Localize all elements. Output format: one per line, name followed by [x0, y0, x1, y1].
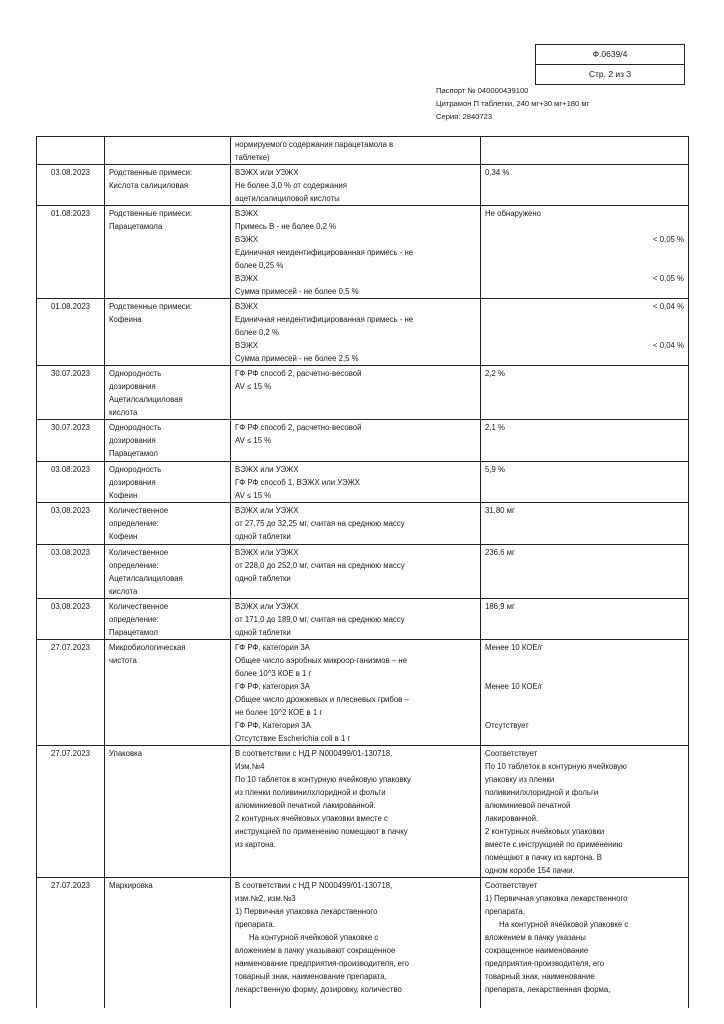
test-method-line: ВЭЖХ или УЭЖХ [235, 465, 299, 474]
test-results-table [36, 136, 689, 1008]
test-method-line: ВЭЖХ [235, 209, 259, 218]
test-date: 01.08.2023 [37, 206, 105, 299]
test-name-line: Количественное [109, 602, 169, 611]
test-name [105, 366, 231, 420]
test-method-line: ГФ РФ способ 1, ВЭЖХ или УЭЖХ [235, 478, 360, 487]
test-result-line [485, 706, 684, 719]
test-name-line: Однородность [109, 369, 162, 378]
test-name-line: Количественное [109, 506, 169, 515]
test-result-line [485, 326, 684, 339]
test-method-line: В соответствии с НД Р N000499/01-130718, [235, 749, 393, 758]
test-result [481, 206, 689, 299]
table-row [37, 165, 689, 206]
test-result-line: Не обнаружено [485, 209, 542, 218]
test-result-line: 2,2 % [485, 369, 505, 378]
test-method [231, 420, 481, 462]
test-result-line: 0,34 % [485, 168, 510, 177]
test-name-line: Микробиологическая [109, 643, 186, 652]
table-row [37, 137, 689, 165]
test-method [231, 503, 481, 545]
passport-header [436, 84, 589, 123]
test-method-line: AV ≤ 15 % [235, 436, 272, 445]
test-result-line: < 0,04 % [653, 302, 684, 311]
test-result [481, 878, 689, 1008]
test-result-line: лакированной. [485, 814, 539, 823]
test-result [481, 165, 689, 206]
test-date: 27.07.2023 [37, 640, 105, 746]
test-name [105, 545, 231, 599]
test-method-line: ВЭЖХ или УЭЖХ [235, 168, 299, 177]
test-method-line: от 171,0 до 189,0 мг, считая на среднюю массу [235, 615, 405, 624]
test-name [105, 420, 231, 462]
test-method-line: ВЭЖХ или УЭЖХ [235, 506, 299, 515]
test-name [105, 299, 231, 366]
test-result-line: 1) Первичная упаковка лекарственного [485, 894, 628, 903]
test-method-line: 1) Первичная упаковка лекарственного [235, 907, 378, 916]
test-method [231, 640, 481, 746]
test-result [481, 545, 689, 599]
table-row [37, 503, 689, 545]
test-name-line: чистота [109, 656, 137, 665]
test-method-line: одной таблетки [235, 628, 291, 637]
test-method-line: На контурной ячейковой упаковке с [249, 933, 379, 942]
test-method [231, 545, 481, 599]
test-method-line: алюминиевой печатной лакированной. [235, 801, 376, 810]
test-name-line: дозирования [109, 436, 156, 445]
test-method-line: ГФ РФ способ 2, расчетно-весовой [235, 369, 362, 378]
test-result-line [485, 246, 684, 259]
table-row [37, 640, 689, 746]
test-result-line: 5,9 % [485, 465, 505, 474]
test-result-line: поливинилхлоридной и фольги [485, 788, 599, 797]
table-row [37, 746, 689, 878]
test-result-line: < 0,05 % [653, 235, 684, 244]
test-result-line: На контурной ячейковой упаковке с [499, 920, 629, 929]
test-name [105, 503, 231, 545]
test-method-line: лекарственную форму, дозировку, количество [235, 985, 402, 994]
test-name [105, 206, 231, 299]
test-name-line: определение: [109, 615, 159, 624]
test-name-line: Однородность [109, 423, 162, 432]
test-method-line: 2 контурных ячейковых упаковки вместе с [235, 814, 388, 823]
test-method-line: Сумма примесей - не более 2,5 % [235, 354, 359, 363]
test-method-line: ВЭЖХ [235, 341, 259, 350]
test-result [481, 599, 689, 640]
test-result-line [485, 259, 684, 272]
test-method-line: Общее число аэробных микроор-ганизмов – не [235, 656, 408, 665]
test-name-line: Родственные примеси: [109, 302, 193, 311]
test-date: 03.08.2023 [37, 599, 105, 640]
test-method-line: нормируемого содержания парацетамола в [235, 140, 394, 149]
test-result-line: вместе с инструкцией по применению [485, 840, 623, 849]
test-result [481, 366, 689, 420]
test-result-line: По 10 таблеток в контурную ячейковую [485, 762, 627, 771]
test-method-line: ГФ РФ, категория 3А [235, 643, 310, 652]
test-method-line: Не более 3,0 % от содержания [235, 181, 347, 190]
test-result [481, 503, 689, 545]
test-name-line: Парацетамол [109, 449, 158, 458]
test-result-line: 2,1 % [485, 423, 505, 432]
test-result-line: сокращенное наименование [485, 946, 589, 955]
test-method-line: изм.№2, изм.№3 [235, 894, 296, 903]
test-result-line [485, 667, 684, 680]
test-name [105, 746, 231, 878]
test-method-line: из картона. [235, 840, 276, 849]
test-method-line: препарата. [235, 920, 275, 929]
test-method-line: Общее число дрожжевых и плесневых грибов – [235, 695, 409, 704]
test-name-line: Кислота салициловая [109, 181, 189, 190]
test-result-line [485, 693, 684, 706]
test-method [231, 299, 481, 366]
test-name [105, 137, 231, 165]
test-date: 30.07.2023 [37, 366, 105, 420]
test-name-line: Ацетилсалициловая [109, 395, 183, 404]
passport-number: Паспорт № 040000439100 [436, 86, 529, 95]
test-result-line: < 0,05 % [653, 274, 684, 283]
test-name-line: Количественное [109, 548, 169, 557]
series-number: Серия: 2840723 [436, 112, 493, 121]
test-result-line: препарата, лекарственная форма, [485, 985, 611, 994]
test-name-line: Кофеин [109, 491, 138, 500]
test-result-line: вложением в пачку указаны [485, 933, 586, 942]
test-result [481, 640, 689, 746]
test-result-line: Отсутствует [485, 721, 529, 730]
test-name-line: кислота [109, 408, 138, 417]
test-result-line: предприятия-производителя, его [485, 959, 605, 968]
test-name [105, 165, 231, 206]
test-method-line: ВЭЖХ [235, 235, 259, 244]
test-result-line: алюминиевой печатной [485, 801, 571, 810]
test-method-line: одной таблетки [235, 574, 291, 583]
test-result-line: Соответствует [485, 881, 538, 890]
test-result-line [485, 352, 684, 365]
test-date [37, 137, 105, 165]
test-result-line [485, 654, 684, 667]
test-name-line: Ацетилсалициловая [109, 574, 183, 583]
test-method-line: Отсутствие Escherichia coli в 1 г [235, 734, 351, 743]
test-result [481, 746, 689, 878]
test-date: 03.08.2023 [37, 545, 105, 599]
test-result-line: товарный знак, наименование [485, 972, 595, 981]
test-name-line: Кофеина [109, 315, 142, 324]
test-result [481, 137, 689, 165]
test-result-line: Менее 10 КОЕ/г [485, 682, 543, 691]
test-method-line: ВЭЖХ или УЭЖХ [235, 548, 299, 557]
test-method [231, 878, 481, 1008]
test-method-line: от 228,0 до 252,0 мг, считая на среднюю массу [235, 561, 405, 570]
test-method-line: вложением в пачку указывают сокращенное [235, 946, 396, 955]
test-method [231, 462, 481, 503]
form-code-box [535, 44, 685, 85]
test-name-line: Упаковка [109, 749, 143, 758]
test-method-line: AV ≤ 15 % [235, 491, 272, 500]
test-name-line: Маркировка [109, 881, 153, 890]
test-method-line: наименование предприятия-производителя, его [235, 959, 410, 968]
table-row [37, 299, 689, 366]
test-method-line: более 0,2 % [235, 328, 279, 337]
test-method-line: ГФ РФ способ 2, расчетно-весовой [235, 423, 362, 432]
test-result-line [485, 732, 684, 745]
test-name-line: Парацетамол [109, 628, 158, 637]
test-method-line: более 0,25 % [235, 261, 284, 270]
form-code: Ф.0639/4 [592, 49, 628, 59]
test-result-line: 2 контурных ячейковых упаковки [485, 827, 605, 836]
test-result [481, 420, 689, 462]
test-result-line [485, 313, 684, 326]
test-name-line: определение: [109, 519, 159, 528]
test-result [481, 299, 689, 366]
test-date: 03.08.2023 [37, 462, 105, 503]
test-result-line [485, 285, 684, 298]
test-result [481, 462, 689, 503]
test-result-line: одном коробе 154 пачки. [485, 866, 575, 875]
test-method-line: Единичная неидентифицированная примесь - не [235, 315, 414, 324]
test-method-line: ацетилсалициловой кислоты [235, 194, 340, 203]
test-name [105, 462, 231, 503]
test-method-line: ВЭЖХ или УЭЖХ [235, 602, 299, 611]
test-method-line: инструкцией по применению помещают в пачку [235, 827, 408, 836]
test-result-line [485, 220, 684, 233]
test-method [231, 599, 481, 640]
table-row [37, 599, 689, 640]
test-method-line: товарный знак, наименование препарата, [235, 972, 387, 981]
test-result-line: помещают в пачку из картона. В [485, 853, 602, 862]
test-result-line: < 0,04 % [653, 341, 684, 350]
test-method-line: одной таблетки [235, 532, 291, 541]
test-method-line: Изм.№4 [235, 762, 265, 771]
test-method [231, 746, 481, 878]
test-method-line: ВЭЖХ [235, 274, 259, 283]
test-method-line: ГФ РФ, категория 3А [235, 682, 310, 691]
test-name-line: Родственные примеси: [109, 209, 193, 218]
test-name-line: определение: [109, 561, 159, 570]
test-method-line: от 27,75 до 32,25 мг, считая на среднюю массу [235, 519, 405, 528]
test-date: 03.08.2023 [37, 165, 105, 206]
test-date: 03.08.2023 [37, 503, 105, 545]
test-method-line: не более 10^2 КОЕ в 1 г [235, 708, 323, 717]
test-method-line: Единичная неидентифицированная примесь - не [235, 248, 414, 257]
test-name-line: Парацетамола [109, 222, 163, 231]
test-result-line: упаковку из пленки [485, 775, 555, 784]
test-result-line: 186,9 мг [485, 602, 515, 611]
test-name-line: кислота [109, 587, 138, 596]
test-result-line: 236,6 мг [485, 548, 515, 557]
test-method-line: из пленки поливинилхлоридной и фольги [235, 788, 386, 797]
test-name-line: дозирования [109, 478, 156, 487]
test-date: 01.08.2023 [37, 299, 105, 366]
test-name-line: Однородность [109, 465, 162, 474]
test-result-line: Соответствует [485, 749, 538, 758]
table-row [37, 878, 689, 1008]
table-row [37, 420, 689, 462]
test-method [231, 137, 481, 165]
test-date: 30.07.2023 [37, 420, 105, 462]
test-method [231, 366, 481, 420]
test-name [105, 878, 231, 1008]
test-date: 27.07.2023 [37, 746, 105, 878]
test-method-line: более 10^3 КОЕ в 1 г [235, 669, 312, 678]
test-result-line: препарата. [485, 907, 525, 916]
test-name [105, 599, 231, 640]
table-row [37, 462, 689, 503]
table-row [37, 366, 689, 420]
test-method-line: ВЭЖХ [235, 302, 259, 311]
product-name: Цитрамон П таблетки, 240 мг+30 мг+180 мг [436, 99, 590, 108]
test-method [231, 165, 481, 206]
table-row [37, 545, 689, 599]
test-method-line: Примесь В - не более 0,2 % [235, 222, 337, 231]
test-method-line: таблетке) [235, 153, 270, 162]
test-method-line: По 10 таблеток в контурную ячейковую упаковку [235, 775, 411, 784]
test-name-line: Родственные примеси: [109, 168, 193, 177]
test-result-line: Менее 10 КОЕ/г [485, 643, 543, 652]
table-row [37, 206, 689, 299]
test-date: 27.07.2023 [37, 878, 105, 1008]
test-method-line: AV ≤ 15 % [235, 382, 272, 391]
test-method-line: ГФ РФ, Категория 3А [235, 721, 311, 730]
test-method [231, 206, 481, 299]
test-name-line: Кофеин [109, 532, 138, 541]
page-number: Стр. 2 из 3 [536, 64, 684, 84]
test-method-line: В соответствии с НД Р N000499/01-130718, [235, 881, 393, 890]
test-name [105, 640, 231, 746]
test-result-line: 31,80 мг [485, 506, 515, 515]
test-name-line: дозирования [109, 382, 156, 391]
test-method-line: Сумма примесей - не более 0,5 % [235, 287, 359, 296]
